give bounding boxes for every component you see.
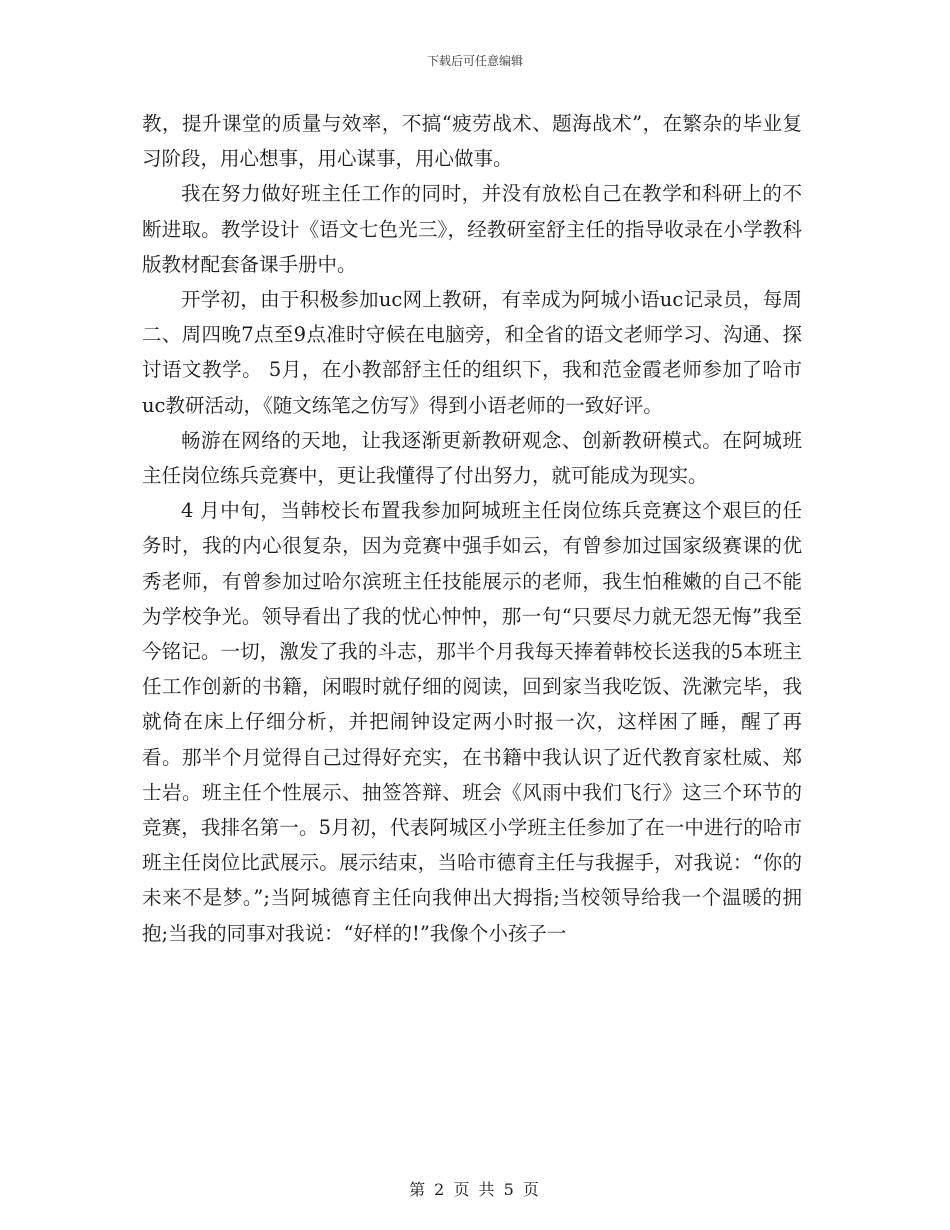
paragraph: 畅游在网络的天地，让我逐渐更新教研观念、创新教研模式。在阿城班主任岗位练兵竞赛中，更让我懂得了付出努力，就可能成为现实。 xyxy=(142,428,802,488)
paragraph: 开学初，由于积极参加uc网上教研，有幸成为阿城小语uc记录员，每周二、周四晚7点至9点准时守候在电脑旁，和全省的语文老师学习、沟通、探讨语文教学。 5月，在小教部舒主任的组织下，我和范金霞老师参加了哈市uc教研活动，《随文练笔之仿写》得到小语老师的一致好评。 xyxy=(142,288,802,417)
document-body xyxy=(142,106,802,951)
page-header: 下载后可任意编辑 xyxy=(426,54,523,68)
paragraph: 我在努力做好班主任工作的同时，并没有放松自己在教学和科研上的不断进取。教学设计《语文七色光三》，经教研室舒主任的指导收录在小学教科版教材配套备课手册中。 xyxy=(142,182,802,276)
page-number: 第 2 页 共 5 页 xyxy=(409,1180,541,1199)
paragraph: 4 月中旬，当韩校长布置我参加阿城班主任岗位练兵竞赛这个艰巨的任务时，我的内心很复杂，因为竞赛中强手如云，有曾参加过国家级赛课的优秀老师，有曾参加过哈尔滨班主任技能展示的老师，我生怕稚嫩的自己不能为学校争光。领导看出了我的忧心忡忡，那一句“只要尽力就无怨无悔”我至今铭记。一切，激发了我的斗志，那半个月我每天捧着韩校长送我的5本班主任工作创新的书籍，闲暇时就仔细的阅读，回到家当我吃饭、洗漱完毕，我就倚在床上仔细分析，并把闹钟设定两小时报一次，这样困了睡，醒了再看。那半个月觉得自己过得好充实，在书籍中我认识了近代教育家杜威、郑士岩。班主任个性展示、抽签答辩、班会《风雨中我们飞行》这三个环节的竞赛，我排名第一。5月初，代表阿城区小学班主任参加了在一中进行的哈市班主任岗位比武展示。展示结束，当哈市德育主任与我握手，对我说：“你的未来不是梦。”;当阿城德育主任向我伸出大拇指;当校领导给我一个温暖的拥抱;当我的同事对我说：“好样的!”我像个小孩子一 xyxy=(142,499,802,945)
paragraph-continuation: 教，提升课堂的质量与效率，不搞“疲劳战术、题海战术”，在繁杂的毕业复习阶段，用心想事，用心谋事，用心做事。 xyxy=(142,112,802,171)
